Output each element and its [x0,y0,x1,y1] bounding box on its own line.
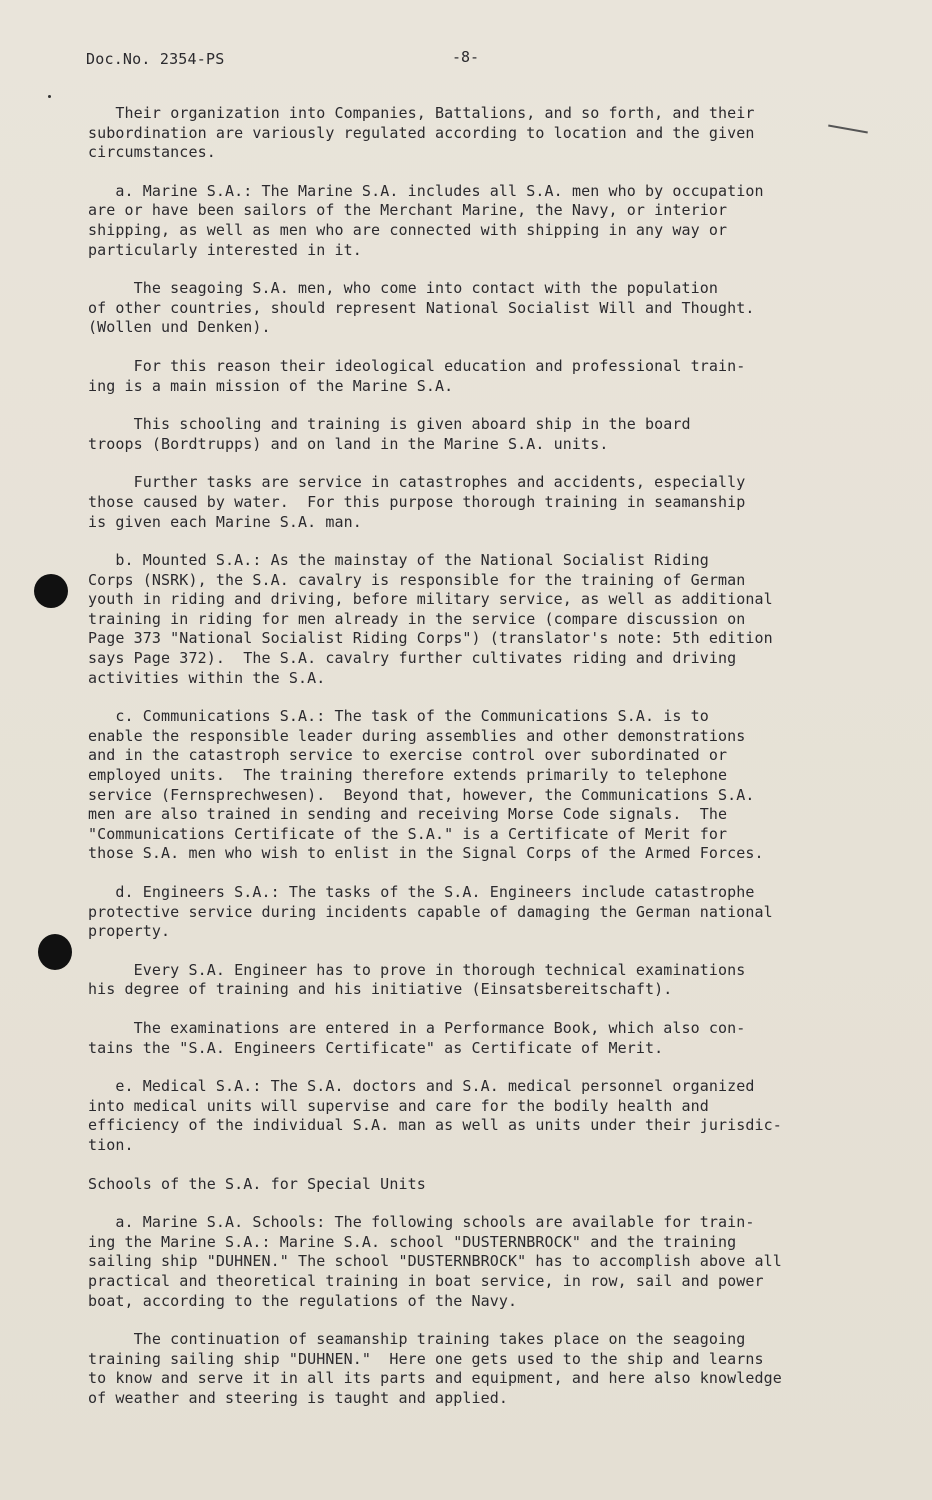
paragraph-communications-sa: c. Communications S.A.: The task of the Communications S.A. is to enable the responsible leader during assemblies and other demonstrations and in the catastroph service to exercise control over subordinated or employed units. The training therefore extends primarily to telephone service (Fernsprechwesen). Beyond that, however, the Communications S.A. men are also trained in sending and receiving Morse Code signals. The "Communications Certificate of the S.A." is a Certificate of Merit for those S.A. men who wish to enlist in the Signal Corps of the Armed Forces. [88,707,764,863]
margin-dash [828,125,868,134]
document-number: Doc.No. 2354-PS [86,50,225,68]
paragraph-marine-sa: a. Marine S.A.: The Marine S.A. includes all S.A. men who by occupation are or have been sailors of the Merchant Marine, the Navy, or interior shipping, as well as men who are connected with shipping in any way or particularly interested in it. [88,181,764,259]
paragraph-seagoing-men: The seagoing S.A. men, who come into contact with the population of other countries, should represent National Socialist Will and Thought. (Wollen und Denken). [88,279,755,337]
paragraph-further-tasks: Further tasks are service in catastrophes and accidents, especially those caused by water. For this purpose thorough training in seamanship is given each Marine S.A. man. [88,473,746,531]
margin-mark [48,95,51,98]
paragraph-schooling-training: This schooling and training is given aboard ship in the board troops (Bordtrupps) and on land in the Marine S.A. units. [88,415,691,453]
paragraph-organization: Their organization into Companies, Battalions, and so forth, and their subordination are variously regulated according to location and the given circumstances. [88,104,755,162]
paragraph-engineers-sa: d. Engineers S.A.: The tasks of the S.A. Engineers include catastrophe protective service during incidents capable of damaging the German national property. [88,883,773,941]
paragraph-marine-schools: a. Marine S.A. Schools: The following schools are available for train- ing the Marine S.A.: Marine S.A. school "DUSTERNBROCK" and the training sailing ship "DUHNEN." The school "DUSTERNBROCK" has to accomplish above all practical and theoretical training in boat service, in row, sail and power boat, according to the regulations of the Navy. [88,1213,782,1310]
paragraph-ideological-education: For this reason their ideological education and professional train- ing is a main mission of the Marine S.A. [88,356,746,395]
paragraph-performance-book: The examinations are entered in a Performance Book, which also con- tains the "S.A. Engineers Certificate" as Certificate of Merit. [88,1018,746,1057]
paragraph-mounted-sa: b. Mounted S.A.: As the mainstay of the National Socialist Riding Corps (NSRK), the S.A. cavalry is responsible for the training of German youth in riding and driving, before military service, as well as additional training in riding for men already in the service (compare discussion on Page 373 "National Socialist Riding Corps") (translator's note: 5th edition says Page 372). The S.A. cavalry further cultivates riding and driving activities within the S.A. [88,551,773,687]
punch-hole-bottom [38,934,72,970]
punch-hole-top [34,574,68,608]
paragraph-medical-sa: e. Medical S.A.: The S.A. doctors and S.A. medical personnel organized into medical units will supervise and care for the bodily health and efficiency of the individual S.A. man as well as units under their jurisdic- tion. [88,1077,782,1154]
document-body [88,104,828,1427]
page-number: -8- [452,48,480,66]
section-heading-schools: Schools of the S.A. for Special Units [88,1174,426,1193]
paragraph-engineer-examinations: Every S.A. Engineer has to prove in thorough technical examinations his degree of training and his initiative (Einsatsbereitschaft). [88,960,746,999]
paragraph-seamanship-continuation: The continuation of seamanship training takes place on the seagoing training sailing ship "DUHNEN." Here one gets used to the ship and learns to know and serve it in all its parts and equipment, and here also knowledge of weather and steering is taught and applied. [88,1330,782,1407]
